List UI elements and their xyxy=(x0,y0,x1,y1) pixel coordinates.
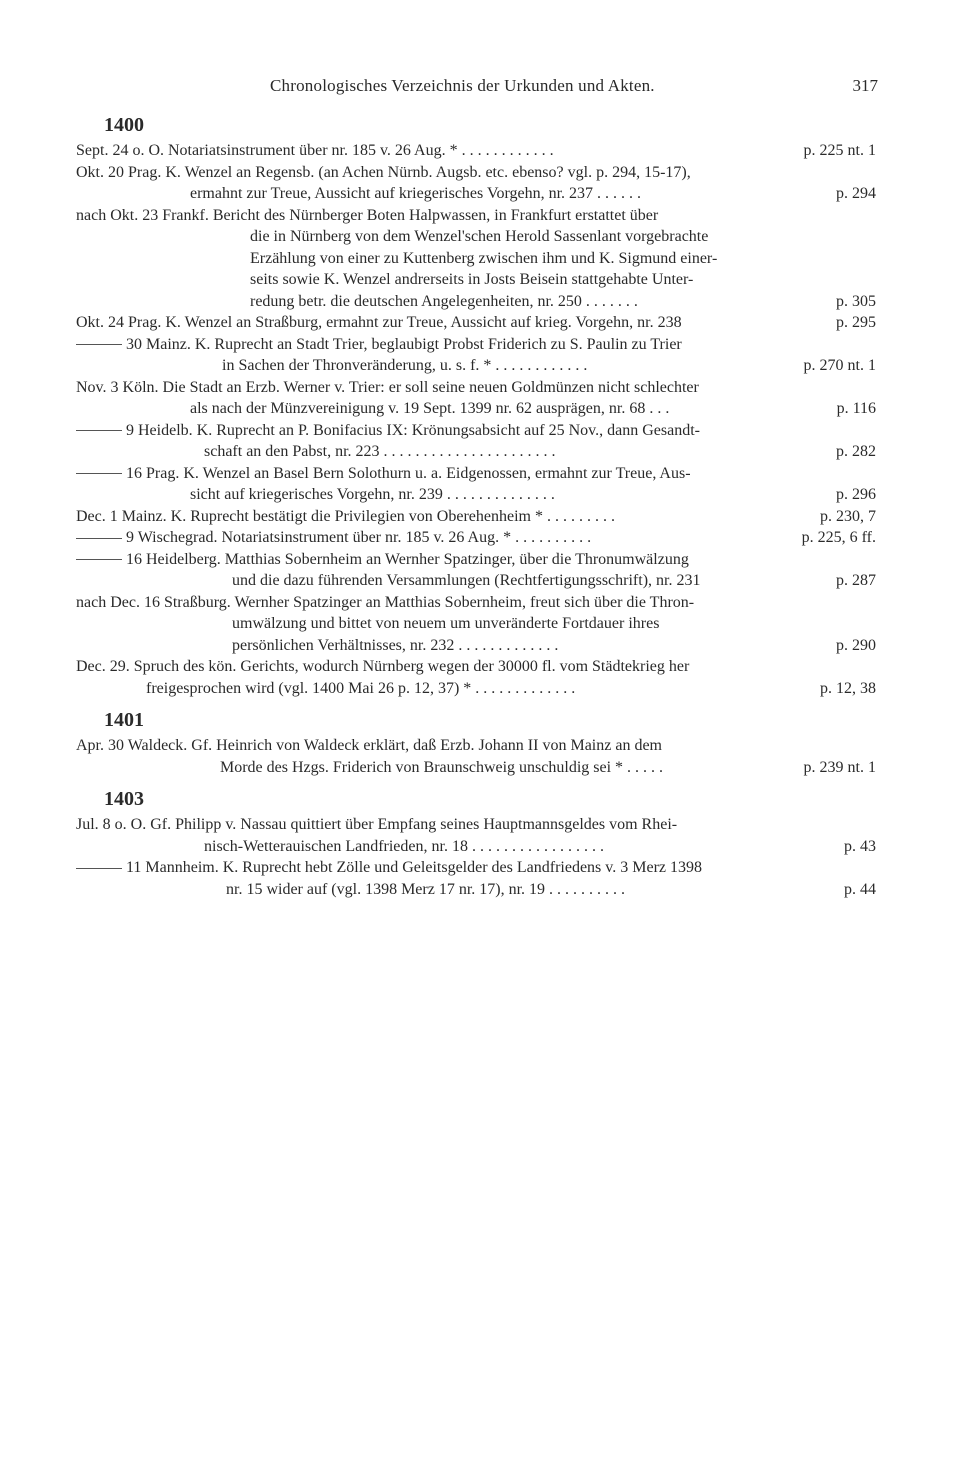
entry-text-content: seits sowie K. Wenzel andrerseits in Josts Beisein stattgehabte Unter- xyxy=(250,271,694,288)
entry-text xyxy=(226,879,625,901)
entry-line xyxy=(76,162,876,184)
entry-line xyxy=(76,857,876,879)
entry-line xyxy=(76,355,876,377)
year-heading: 1401 xyxy=(104,709,144,731)
section-gap xyxy=(76,699,876,707)
entry-text-content: freigesprochen wird (vgl. 1400 Mai 26 p. 12, 37) * . . . . . . . . . . . . . xyxy=(146,679,576,697)
register-entry xyxy=(76,312,876,334)
page-reference: p. 282 xyxy=(836,443,876,460)
page-reference: p. 43 xyxy=(844,837,876,855)
register-entry xyxy=(76,420,876,463)
entry-text-content: 30 Mainz. K. Ruprecht an Stadt Trier, beglaubigt Probst Friderich zu S. Paulin zu Trier xyxy=(126,335,682,353)
register-entry xyxy=(76,814,876,857)
entry-text-content: nisch-Wetterauischen Landfrieden, nr. 18 . . . . . . . . . . . . . . . . . xyxy=(204,837,604,855)
register-body xyxy=(76,112,876,900)
ditto-rule xyxy=(76,344,122,345)
running-header xyxy=(270,76,878,100)
entry-text-content: 9 Heidelb. K. Ruprecht an P. Bonifacius IX: Krönungsabsicht auf 25 Nov., dann Gesandt- xyxy=(126,421,700,439)
entry-text xyxy=(250,226,708,248)
entry-text-content: in Sachen der Thronveränderung, u. s. f. * . . . . . . . . . . . . xyxy=(222,357,588,374)
entry-text xyxy=(76,420,700,442)
page-reference: p. 270 nt. 1 xyxy=(803,357,876,374)
ditto-rule xyxy=(76,868,122,869)
register-entry xyxy=(76,656,876,699)
entry-text xyxy=(76,312,682,334)
entry-text-content: Sept. 24 o. O. Notariatsinstrument über nr. 185 v. 26 Aug. * . . . . . . . . . . . . xyxy=(76,142,554,159)
register-entry xyxy=(76,205,876,313)
entry-text xyxy=(76,463,691,485)
entry-text xyxy=(76,656,689,678)
entry-text xyxy=(190,484,555,506)
entry-text-content: 11 Mannheim. K. Ruprecht hebt Zölle und Geleitsgelder des Landfriedens v. 3 Merz 1398 xyxy=(126,859,702,876)
page-reference: p. 305 xyxy=(836,292,876,310)
section-gap xyxy=(76,778,876,786)
entry-text-content: Jul. 8 o. O. Gf. Philipp v. Nassau quittiert über Empfang seines Hauptmannsgeldes vom Rhei- xyxy=(76,816,678,833)
entry-text-content: umwälzung und bittet von neuem um unveränderte Fortdauer ihres xyxy=(232,615,660,632)
entry-text xyxy=(204,836,604,858)
page-reference: p. 290 xyxy=(836,636,876,654)
entry-line xyxy=(76,398,876,420)
entry-text-content: Okt. 20 Prag. K. Wenzel an Regensb. (an Achen Nürnb. Augsb. etc. ebenso? vgl. p. 294, 15-17), xyxy=(76,163,691,181)
entry-text-content: sicht auf kriegerisches Vorgehn, nr. 239 . . . . . . . . . . . . . . xyxy=(190,486,555,503)
entry-text-content: redung betr. die deutschen Angelegenheiten, nr. 250 . . . . . . . xyxy=(250,292,638,310)
entry-line xyxy=(76,420,876,442)
entry-line xyxy=(76,377,876,399)
page-reference: p. 296 xyxy=(836,486,876,503)
entry-line xyxy=(76,570,876,592)
entry-line xyxy=(76,527,876,549)
entry-text-content: nach Okt. 23 Frankf. Bericht des Nürnberger Boten Halpwassen, in Frankfurt erstattet über xyxy=(76,206,659,224)
entry-text xyxy=(76,857,702,879)
page-number: 317 xyxy=(852,76,878,95)
page-reference: p. 230, 7 xyxy=(820,507,876,525)
page-reference: p. 225, 6 ff. xyxy=(801,529,876,546)
entry-text xyxy=(76,162,691,184)
register-entry xyxy=(76,334,876,377)
page-reference: p. 225 nt. 1 xyxy=(803,142,876,159)
entry-text xyxy=(76,506,615,528)
entry-text xyxy=(76,549,689,571)
page-reference: p. 116 xyxy=(836,400,876,417)
entry-line xyxy=(76,248,876,270)
entry-line xyxy=(76,140,876,162)
entry-text xyxy=(76,377,699,399)
register-entry xyxy=(76,463,876,506)
entry-text xyxy=(220,757,663,779)
entry-text xyxy=(76,334,682,356)
register-entry xyxy=(76,549,876,592)
entry-text xyxy=(232,570,700,592)
page-reference: p. 295 xyxy=(836,314,876,331)
entry-text-content: Morde des Hzgs. Friderich von Braunschweig unschuldig sei * . . . . . xyxy=(220,758,664,776)
year-heading: 1400 xyxy=(104,114,144,136)
entry-line xyxy=(76,463,876,485)
entry-text-content: 16 Prag. K. Wenzel an Basel Bern Solothurn u. a. Eidgenossen, ermahnt zur Treue, Aus- xyxy=(126,464,691,482)
register-entry xyxy=(76,527,876,549)
entry-text-content: ermahnt zur Treue, Aussicht auf kriegerisches Vorgehn, nr. 237 . . . . . . xyxy=(190,185,642,202)
entry-text-content: Okt. 24 Prag. K. Wenzel an Straßburg, ermahnt zur Treue, Aussicht auf krieg. Vorgehn, nr. 238 xyxy=(76,314,682,331)
entry-text-content: Nov. 3 Köln. Die Stadt an Erzb. Werner v. Trier: er soll seine neuen Goldmünzen nicht schlechter xyxy=(76,378,699,396)
register-entry xyxy=(76,857,876,900)
entry-text xyxy=(146,678,575,700)
entry-text xyxy=(76,735,662,757)
entry-text xyxy=(250,248,717,270)
entry-line xyxy=(76,635,876,657)
entry-line xyxy=(76,549,876,571)
ditto-rule xyxy=(76,538,122,539)
entry-line xyxy=(76,441,876,463)
entry-text-content: Dec. 1 Mainz. K. Ruprecht bestätigt die Privilegien von Oberehenheim * . . . . . . . . . xyxy=(76,507,615,525)
register-entry xyxy=(76,162,876,205)
page-reference: p. 287 xyxy=(836,572,876,589)
entry-line xyxy=(76,205,876,227)
entry-line xyxy=(76,183,876,205)
entry-text xyxy=(190,183,641,205)
page-reference: p. 294 xyxy=(836,185,876,202)
entry-text-content: als nach der Münzvereinigung v. 19 Sept. 1399 nr. 62 ausprägen, nr. 68 . . . xyxy=(190,400,670,417)
ditto-rule xyxy=(76,473,122,474)
register-entry xyxy=(76,140,876,162)
entry-text xyxy=(76,205,658,227)
entry-text-content: 9 Wischegrad. Notariatsinstrument über nr. 185 v. 26 Aug. * . . . . . . . . . . xyxy=(126,529,592,546)
page-reference: p. 44 xyxy=(844,880,876,898)
entry-text-content: persönlichen Verhältnisses, nr. 232 . . . . . . . . . . . . . xyxy=(232,636,559,654)
entry-text-content: nach Dec. 16 Straßburg. Wernher Spatzinger an Matthias Sobernheim, freut sich über die Thron- xyxy=(76,593,695,611)
register-entry xyxy=(76,735,876,778)
ditto-rule xyxy=(76,430,122,431)
entry-line xyxy=(76,613,876,635)
ditto-rule xyxy=(76,559,122,560)
entry-line xyxy=(76,334,876,356)
entry-line xyxy=(76,269,876,291)
entry-text-content: 16 Heidelberg. Matthias Sobernheim an Wernher Spatzinger, über die Thronumwälzung xyxy=(126,550,689,568)
entry-line xyxy=(76,757,876,779)
entry-text-content: Apr. 30 Waldeck. Gf. Heinrich von Waldeck erklärt, daß Erzb. Johann II von Mainz an dem xyxy=(76,737,662,754)
entry-text-content: Erzählung von einer zu Kuttenberg zwischen ihm und K. Sigmund einer- xyxy=(250,249,718,267)
register-entry xyxy=(76,592,876,657)
entry-text-content: die in Nürnberg von dem Wenzel'schen Herold Sassenlant vorgebrachte xyxy=(250,228,709,245)
entry-text xyxy=(190,398,669,420)
entry-text xyxy=(204,441,556,463)
register-entry xyxy=(76,506,876,528)
entry-line xyxy=(76,656,876,678)
entry-line xyxy=(76,312,876,334)
entry-text xyxy=(76,140,554,162)
entry-line xyxy=(76,879,876,901)
entry-text xyxy=(250,291,638,313)
entry-text-content: Dec. 29. Spruch des kön. Gerichts, wodurch Nürnberg wegen der 30000 fl. vom Städtekrieg her xyxy=(76,658,690,675)
register-entry xyxy=(76,377,876,420)
running-title: Chronologisches Verzeichnis der Urkunden und Akten. xyxy=(270,76,655,95)
entry-text-content: schaft an den Pabst, nr. 223 . . . . . . . . . . . . . . . . . . . . . . xyxy=(204,443,556,460)
entry-line xyxy=(76,592,876,614)
entry-line xyxy=(76,484,876,506)
entry-text xyxy=(232,635,558,657)
entry-text xyxy=(222,355,587,377)
page-reference: p. 239 nt. 1 xyxy=(803,758,876,776)
entry-line xyxy=(76,836,876,858)
entry-line xyxy=(76,291,876,313)
entry-line xyxy=(76,735,876,757)
page-reference: p. 12, 38 xyxy=(820,679,876,697)
entry-text-content: nr. 15 wider auf (vgl. 1398 Merz 17 nr. 17), nr. 19 . . . . . . . . . . xyxy=(226,880,626,898)
entry-text xyxy=(76,592,694,614)
entry-text xyxy=(232,613,659,635)
entry-line xyxy=(76,506,876,528)
entry-text-content: und die dazu führenden Versammlungen (Rechtfertigungsschrift), nr. 231 xyxy=(232,572,701,589)
entry-text xyxy=(76,814,677,836)
entry-line xyxy=(76,226,876,248)
year-heading: 1403 xyxy=(104,788,144,810)
entry-text xyxy=(76,527,591,549)
entry-line xyxy=(76,814,876,836)
entry-text xyxy=(250,269,693,291)
entry-line xyxy=(76,678,876,700)
